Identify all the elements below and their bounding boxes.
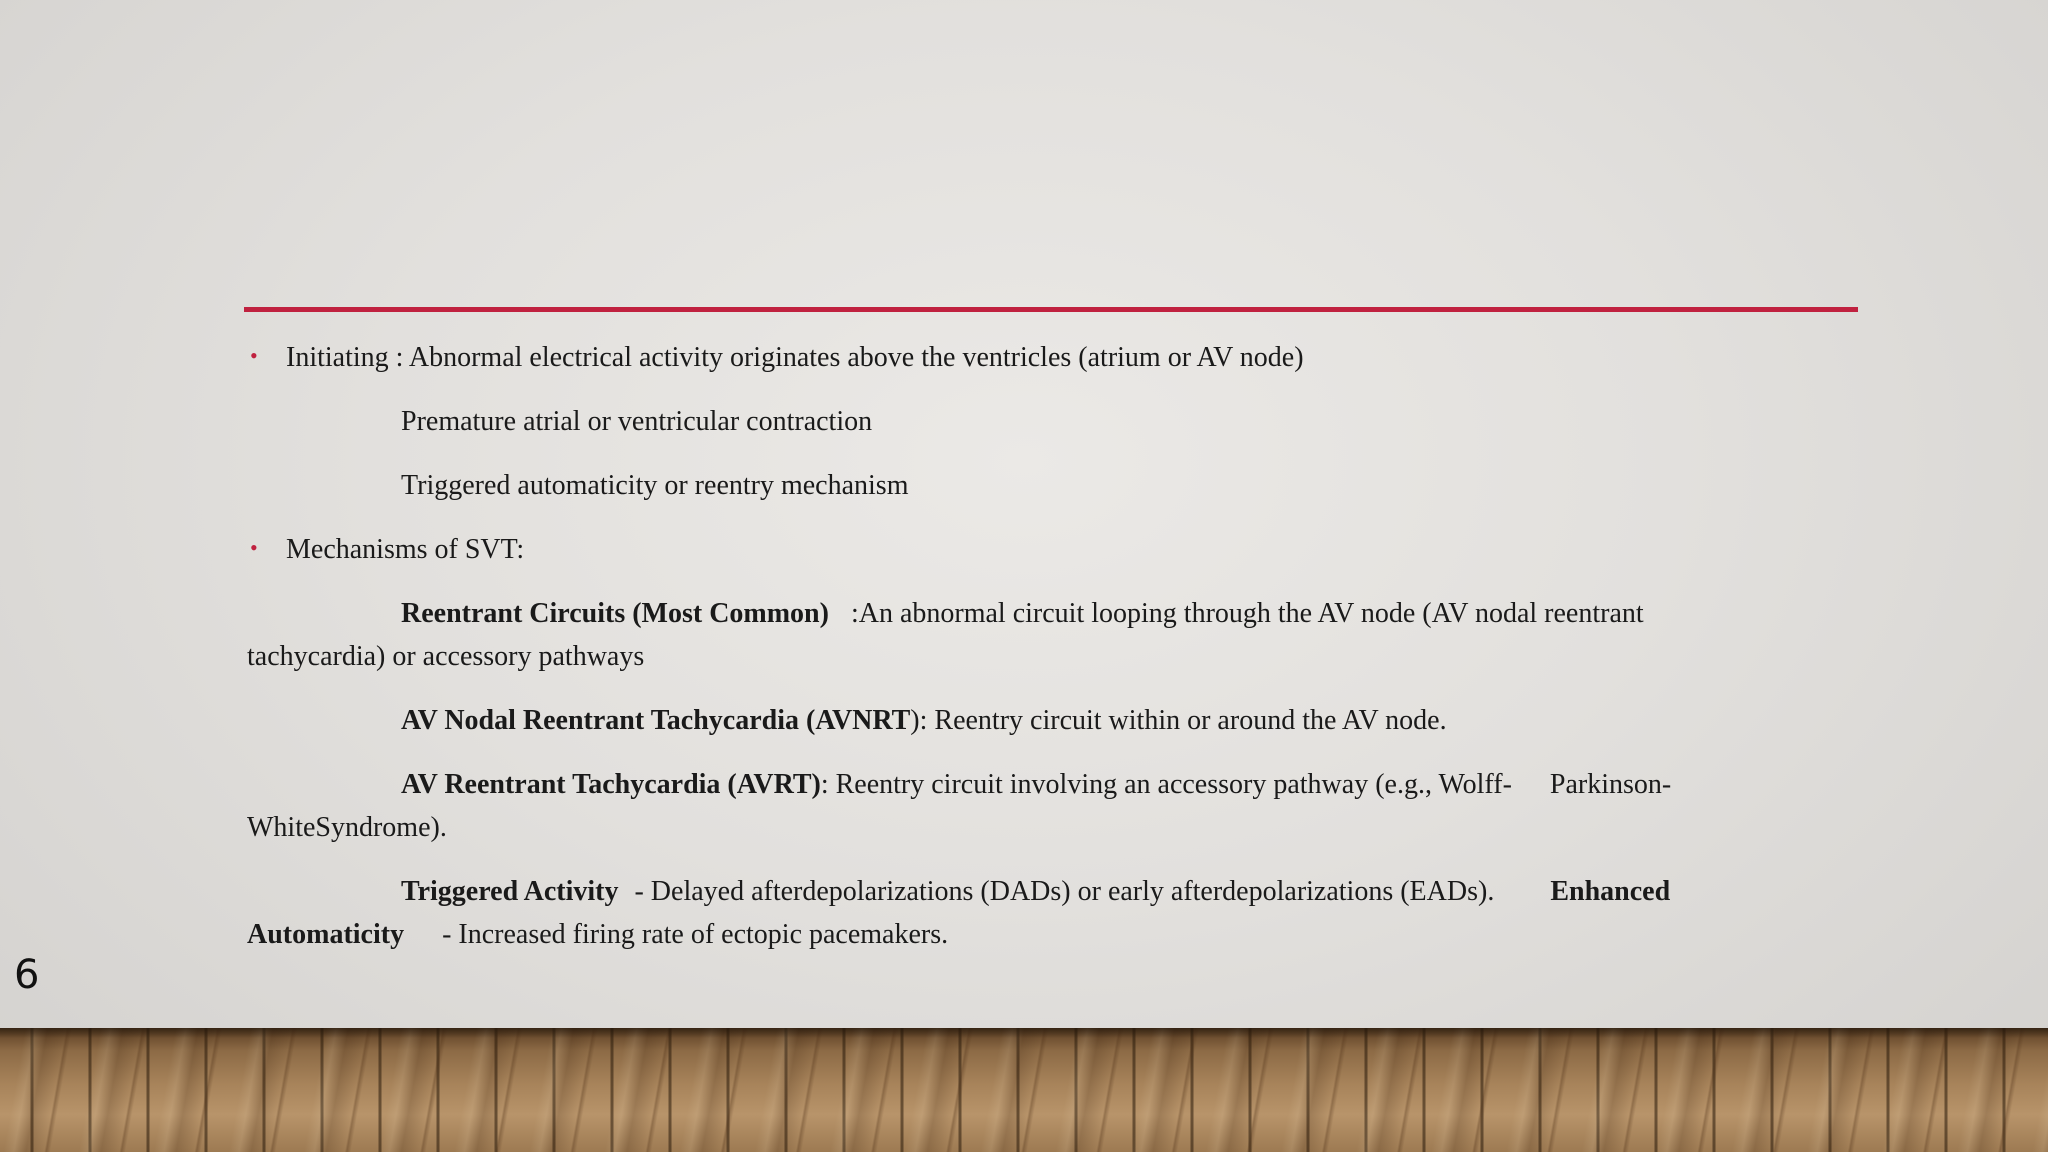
bullet-initiating <box>247 336 1767 379</box>
enhanced-title-part1: Enhanced <box>1550 876 1671 907</box>
enhanced-title-part2: Automaticity <box>247 919 405 950</box>
sub-item: Triggered automaticity or reentry mechanism <box>401 470 909 501</box>
mechanism-text: :An abnormal circuit looping through the AV node (AV nodal <box>850 598 1538 629</box>
slide-body <box>247 336 1767 956</box>
mechanism-reentrant <box>247 592 1767 678</box>
sub-item: Premature atrial or ventricular contraction <box>401 406 873 437</box>
mechanism-line <box>247 592 1767 635</box>
mechanism-line <box>247 763 1767 806</box>
bullet-dot-icon: • <box>250 535 258 560</box>
mechanism-avnrt <box>247 699 1767 742</box>
mechanism-line <box>247 870 1767 913</box>
mechanism-text-continued: tachycardia) or accessory pathways <box>247 641 645 672</box>
mechanism-triggered <box>247 870 1767 956</box>
mechanism-text-end: reentrant <box>1544 598 1644 629</box>
mechanism-text: - Delayed afterdepolarizations (DADs) or early afterdepolarizations (EADs). <box>634 876 1495 907</box>
bullet-dot-icon: • <box>250 343 258 368</box>
mechanism-line <box>247 913 1767 956</box>
bullet-text: Mechanisms of SVT: <box>286 534 525 565</box>
mechanism-title: Triggered Activity <box>401 876 619 907</box>
mechanism-text-continued: WhiteSyndrome). <box>247 812 447 843</box>
title-divider-line <box>244 307 1858 312</box>
mechanism-text: ): Reentry circuit within or around the AV node. <box>910 705 1447 736</box>
enhanced-text: - Increased firing rate of ectopic pacemakers. <box>442 919 949 950</box>
bullet-text: Initiating : Abnormal electrical activity originates above the ventricles (atrium or AV node) <box>286 342 1304 373</box>
wood-floor-decoration <box>0 1028 2048 1152</box>
mechanism-text: : Reentry circuit involving an accessory pathway (e.g., Wolff- <box>820 769 1512 800</box>
mechanism-avrt <box>247 763 1767 849</box>
mechanism-text-end: Parkinson- <box>1549 769 1672 800</box>
mechanism-title: AV Reentrant Tachycardia (AVRT) <box>401 769 821 800</box>
mechanism-title: AV Nodal Reentrant Tachycardia (AVNRT <box>401 705 911 736</box>
bullet-mechanisms <box>247 528 1767 571</box>
mechanism-title: Reentrant Circuits (Most Common) <box>401 598 829 629</box>
page-number: 6 <box>14 952 40 998</box>
